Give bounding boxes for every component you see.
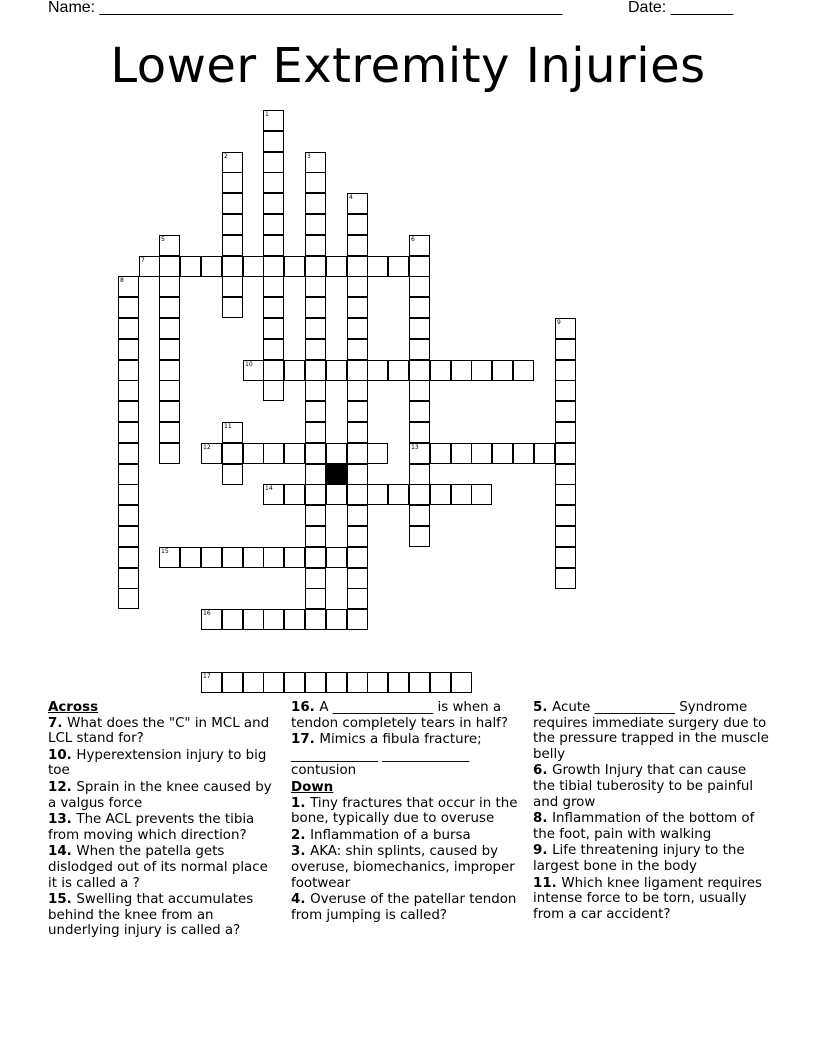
grid-cell[interactable] — [263, 360, 284, 381]
clue-item — [48, 812, 280, 843]
clue-number: 2. — [291, 827, 311, 843]
clue-item — [48, 748, 280, 779]
grid-cell[interactable] — [409, 464, 430, 485]
grid-cell[interactable] — [430, 443, 451, 464]
grid-cell[interactable] — [305, 276, 326, 297]
grid-cell[interactable] — [555, 484, 576, 505]
grid-cell[interactable] — [347, 276, 368, 297]
clue-item — [291, 700, 523, 731]
clue-number-label: 1 — [265, 111, 269, 118]
clue-number-label: 17 — [203, 673, 211, 680]
grid-cell[interactable] — [305, 256, 326, 277]
grid-cell[interactable] — [118, 318, 139, 339]
grid-cell[interactable] — [347, 443, 368, 464]
clue-item — [48, 780, 280, 811]
grid-cell[interactable] — [118, 526, 139, 547]
grid-cell[interactable] — [159, 235, 180, 256]
grid-cell[interactable] — [222, 547, 243, 568]
grid-cell[interactable] — [263, 256, 284, 277]
clue-number-label: 6 — [411, 236, 415, 243]
clue-item — [291, 796, 523, 827]
grid-cell[interactable] — [222, 235, 243, 256]
grid-cell[interactable] — [263, 110, 284, 131]
grid-cell[interactable] — [555, 360, 576, 381]
clue-number-label: 5 — [161, 236, 165, 243]
clue-number: 7. — [48, 715, 68, 731]
grid-cell[interactable] — [263, 152, 284, 173]
clue-number: 9. — [533, 843, 553, 859]
grid-cell[interactable] — [305, 568, 326, 589]
grid-cell[interactable] — [305, 526, 326, 547]
grid-cell[interactable] — [159, 276, 180, 297]
clue-text: Overuse of the patellar tendon from jumping is called? — [291, 892, 521, 923]
grid-cell[interactable] — [451, 443, 472, 464]
grid-cell[interactable] — [555, 422, 576, 443]
grid-cell[interactable] — [201, 256, 222, 277]
grid-cell[interactable] — [263, 297, 284, 318]
grid-cell[interactable] — [555, 339, 576, 360]
grid-cell[interactable] — [347, 547, 368, 568]
clue-text: Mimics a fibula fracture; _____________ _____________ contusion — [291, 732, 486, 779]
grid-cell[interactable] — [367, 256, 388, 277]
grid-cell[interactable] — [118, 360, 139, 381]
grid-cell[interactable] — [388, 360, 409, 381]
grid-cell[interactable] — [471, 360, 492, 381]
grid-cell[interactable] — [347, 256, 368, 277]
clue-item — [533, 843, 771, 874]
grid-cell[interactable] — [409, 339, 430, 360]
clue-number: 1. — [291, 795, 311, 811]
date-field-label[interactable]: Date: _______ — [628, 0, 733, 16]
grid-cell[interactable] — [159, 339, 180, 360]
clue-item — [533, 763, 771, 810]
grid-cell[interactable] — [451, 360, 472, 381]
grid-cell[interactable] — [263, 214, 284, 235]
grid-cell[interactable] — [555, 568, 576, 589]
grid-cell[interactable] — [347, 588, 368, 609]
page-title: Lower Extremity Injuries — [110, 38, 706, 94]
grid-cell[interactable] — [284, 672, 305, 693]
grid-cell[interactable] — [347, 235, 368, 256]
grid-cell[interactable] — [347, 484, 368, 505]
clue-text: Which knee ligament requires intense force to be torn, usually from a car accident? — [533, 875, 767, 922]
grid-cell[interactable] — [388, 256, 409, 277]
grid-cell[interactable] — [367, 672, 388, 693]
grid-cell[interactable] — [118, 339, 139, 360]
grid-cell[interactable] — [284, 547, 305, 568]
grid-cell[interactable] — [555, 380, 576, 401]
clues-column-3 — [533, 700, 774, 923]
clue-number-label: 15 — [161, 548, 169, 555]
grid-cell[interactable] — [347, 401, 368, 422]
grid-cell[interactable] — [305, 422, 326, 443]
grid-cell[interactable] — [409, 422, 430, 443]
grid-cell[interactable] — [222, 422, 243, 443]
clue-number-label: 7 — [141, 257, 145, 264]
grid-cell[interactable] — [201, 443, 222, 464]
grid-cell[interactable] — [222, 152, 243, 173]
grid-cell[interactable] — [180, 547, 201, 568]
grid-cell[interactable] — [118, 276, 139, 297]
clue-text: When the patella gets dislodged out of its normal place it is called a ? — [48, 844, 273, 891]
clue-item — [291, 844, 523, 891]
grid-cell[interactable] — [118, 380, 139, 401]
clue-item — [533, 876, 771, 923]
grid-cell[interactable] — [471, 443, 492, 464]
clue-number: 5. — [533, 700, 553, 715]
grid-cell[interactable] — [201, 672, 222, 693]
clue-text: Life threatening injury to the largest bone in the body — [533, 843, 749, 874]
grid-cell[interactable] — [326, 443, 347, 464]
clue-text: Inflammation of a bursa — [310, 827, 471, 843]
clue-text: The ACL prevents the tibia from moving which direction? — [48, 812, 259, 843]
grid-cell[interactable] — [159, 360, 180, 381]
grid-cell[interactable] — [326, 547, 347, 568]
grid-cell[interactable] — [222, 464, 243, 485]
grid-cell[interactable] — [305, 297, 326, 318]
clue-text: A _______________ is when a tendon completely tears in half? — [291, 700, 508, 731]
grid-cell[interactable] — [305, 172, 326, 193]
grid-cell[interactable] — [367, 443, 388, 464]
grid-cell[interactable] — [347, 318, 368, 339]
grid-cell[interactable] — [347, 609, 368, 630]
grid-cell[interactable] — [305, 547, 326, 568]
grid-cell[interactable] — [118, 422, 139, 443]
grid-cell[interactable] — [263, 672, 284, 693]
clues-column-2 — [291, 700, 523, 924]
grid-cell[interactable] — [326, 484, 347, 505]
grid-cell[interactable] — [118, 484, 139, 505]
grid-cell[interactable] — [263, 339, 284, 360]
grid-cell[interactable] — [534, 443, 555, 464]
grid-cell[interactable] — [555, 505, 576, 526]
grid-cell[interactable] — [409, 380, 430, 401]
grid-cell[interactable] — [305, 588, 326, 609]
grid-cell[interactable] — [284, 609, 305, 630]
grid-cell[interactable] — [284, 443, 305, 464]
grid-cell[interactable] — [305, 152, 326, 173]
grid-cell[interactable] — [409, 672, 430, 693]
grid-cell[interactable] — [367, 360, 388, 381]
grid-cell[interactable] — [430, 484, 451, 505]
grid-cell[interactable] — [347, 297, 368, 318]
clue-number: 17. — [291, 732, 320, 748]
grid-cell[interactable] — [263, 131, 284, 152]
clue-item — [48, 844, 280, 891]
grid-cell[interactable] — [326, 360, 347, 381]
clue-text: Tiny fractures that occur in the bone, typically due to overuse — [291, 795, 522, 827]
grid-cell[interactable] — [159, 318, 180, 339]
grid-cell[interactable] — [222, 276, 243, 297]
grid-cell[interactable] — [305, 464, 326, 485]
grid-cell[interactable] — [118, 443, 139, 464]
grid-cell[interactable] — [388, 484, 409, 505]
clue-item — [533, 700, 774, 762]
grid-cell[interactable] — [409, 297, 430, 318]
grid-cell[interactable] — [222, 297, 243, 318]
clue-number: 10. — [48, 747, 77, 763]
grid-cell[interactable] — [347, 339, 368, 360]
clue-number-label: 11 — [224, 423, 232, 430]
grid-cell[interactable] — [347, 193, 368, 214]
grid-cell[interactable] — [513, 443, 534, 464]
grid-cell[interactable] — [118, 547, 139, 568]
grid-cell[interactable] — [451, 672, 472, 693]
grid-cell[interactable] — [305, 484, 326, 505]
grid-cell[interactable] — [305, 609, 326, 630]
clue-text: Inflammation of the bottom of the foot, pain with walking — [533, 811, 759, 842]
clue-number-label: 4 — [349, 194, 353, 201]
grid-cell[interactable] — [201, 609, 222, 630]
clue-number: 16. — [291, 700, 320, 715]
clue-text: Hyperextension injury to big toe — [48, 747, 271, 779]
grid-cell[interactable] — [347, 526, 368, 547]
grid-cell[interactable] — [492, 360, 513, 381]
clue-section-heading: Across — [48, 700, 99, 715]
grid-cell[interactable] — [555, 318, 576, 339]
grid-cell[interactable] — [305, 360, 326, 381]
grid-cell[interactable] — [159, 443, 180, 464]
clue-item — [48, 892, 280, 939]
grid-cell[interactable] — [555, 401, 576, 422]
grid-cell[interactable] — [305, 214, 326, 235]
grid-cell[interactable] — [409, 276, 430, 297]
grid-cell[interactable] — [409, 401, 430, 422]
grid-cell[interactable] — [243, 360, 264, 381]
grid-cell[interactable] — [409, 360, 430, 381]
clue-number: 11. — [533, 875, 562, 891]
clue-item — [291, 828, 523, 844]
grid-cell[interactable] — [492, 443, 513, 464]
clue-text: AKA: shin splints, caused by overuse, biomechanics, improper footwear — [291, 844, 520, 891]
clue-text: Swelling that accumulates behind the knee from an underlying injury is called a? — [48, 892, 258, 939]
clue-number: 3. — [291, 844, 311, 860]
clue-number: 8. — [533, 811, 553, 827]
clue-item — [48, 716, 280, 747]
clues-column-1 — [48, 700, 280, 940]
grid-cell[interactable] — [263, 380, 284, 401]
grid-cell[interactable] — [222, 172, 243, 193]
clue-number-label: 14 — [265, 485, 273, 492]
clue-item — [291, 732, 523, 779]
grid-cell[interactable] — [347, 422, 368, 443]
clue-number: 14. — [48, 844, 77, 860]
grid-cell[interactable] — [555, 464, 576, 485]
grid-cell[interactable] — [305, 443, 326, 464]
grid-cell[interactable] — [388, 672, 409, 693]
grid-cell[interactable] — [471, 484, 492, 505]
grid-cell[interactable] — [243, 672, 264, 693]
grid-cell[interactable] — [326, 672, 347, 693]
grid-cell[interactable] — [263, 276, 284, 297]
grid-cell[interactable] — [139, 256, 160, 277]
grid-cell[interactable] — [347, 464, 368, 485]
clue-number: 13. — [48, 812, 77, 828]
clue-text: What does the "C" in MCL and LCL stand for? — [48, 715, 274, 747]
grid-cell[interactable] — [409, 505, 430, 526]
grid-cell[interactable] — [222, 214, 243, 235]
clue-item — [533, 811, 771, 842]
clue-number: 4. — [291, 892, 311, 908]
grid-cell[interactable] — [118, 401, 139, 422]
grid-cell[interactable] — [222, 256, 243, 277]
grid-cell[interactable] — [305, 318, 326, 339]
grid-cell[interactable] — [159, 380, 180, 401]
clue-number: 12. — [48, 779, 77, 795]
clue-number-label: 3 — [307, 153, 311, 160]
grid-cell[interactable] — [367, 484, 388, 505]
grid-cell[interactable] — [555, 443, 576, 464]
grid-cell[interactable] — [118, 464, 139, 485]
grid-cell[interactable] — [305, 193, 326, 214]
grid-cell[interactable] — [263, 318, 284, 339]
grid-cell[interactable] — [118, 297, 139, 318]
grid-cell[interactable] — [409, 443, 430, 464]
clue-text: Sprain in the knee caused by a valgus force — [48, 779, 276, 811]
grid-cell[interactable] — [201, 547, 222, 568]
grid-cell[interactable] — [159, 297, 180, 318]
grid-cell[interactable] — [347, 568, 368, 589]
grid-cell[interactable] — [243, 443, 264, 464]
grid-cell[interactable] — [513, 360, 534, 381]
clue-number-label: 12 — [203, 444, 211, 451]
grid-cell[interactable] — [430, 672, 451, 693]
grid-cell[interactable] — [305, 401, 326, 422]
grid-cell[interactable] — [118, 505, 139, 526]
grid-cell[interactable] — [305, 235, 326, 256]
grid-cell[interactable] — [347, 214, 368, 235]
grid-cell[interactable] — [263, 193, 284, 214]
grid-cell[interactable] — [263, 443, 284, 464]
grid-cell[interactable] — [409, 256, 430, 277]
name-field-label[interactable]: Name: ____________________________________________________ — [48, 0, 563, 16]
grid-cell[interactable] — [284, 484, 305, 505]
header — [48, 0, 768, 20]
clue-item — [291, 892, 523, 923]
grid-cell[interactable] — [222, 443, 243, 464]
grid-cell[interactable] — [347, 360, 368, 381]
grid-cell[interactable] — [284, 256, 305, 277]
grid-cell[interactable] — [118, 588, 139, 609]
clue-number-label: 10 — [245, 361, 253, 368]
grid-cell[interactable] — [305, 672, 326, 693]
grid-cell[interactable] — [305, 380, 326, 401]
grid-cell[interactable] — [305, 505, 326, 526]
grid-cell[interactable] — [159, 422, 180, 443]
clue-number-label: 8 — [120, 277, 124, 284]
grid-cell[interactable] — [243, 547, 264, 568]
grid-cell[interactable] — [222, 609, 243, 630]
grid-cell[interactable] — [430, 360, 451, 381]
grid-cell[interactable] — [118, 568, 139, 589]
grid-cell[interactable] — [263, 172, 284, 193]
clue-number-label: 16 — [203, 610, 211, 617]
grid-cell[interactable] — [305, 339, 326, 360]
grid-cell[interactable] — [451, 484, 472, 505]
clue-text: Growth Injury that can cause the tibial tuberosity to be painful and grow — [533, 763, 758, 810]
grid-cell[interactable] — [555, 547, 576, 568]
grid-cell[interactable] — [222, 193, 243, 214]
grid-cell[interactable] — [263, 609, 284, 630]
grid-cell[interactable] — [243, 256, 264, 277]
grid-cell[interactable] — [263, 484, 284, 505]
clue-number-label: 13 — [411, 444, 419, 451]
grid-cell[interactable] — [409, 484, 430, 505]
grid-cell[interactable] — [263, 547, 284, 568]
grid-cell[interactable] — [180, 256, 201, 277]
grid-cell[interactable] — [243, 609, 264, 630]
grid-cell[interactable] — [159, 401, 180, 422]
grid-cell[interactable] — [347, 380, 368, 401]
grid-cell[interactable] — [347, 505, 368, 526]
grid-cell[interactable] — [159, 547, 180, 568]
grid-cell[interactable] — [347, 672, 368, 693]
grid-cell[interactable] — [326, 609, 347, 630]
grid-cell[interactable] — [409, 526, 430, 547]
grid-cell[interactable] — [222, 672, 243, 693]
clue-section-heading: Down — [291, 779, 334, 795]
grid-cell[interactable] — [284, 360, 305, 381]
clue-number: 6. — [533, 763, 553, 779]
clue-number: 15. — [48, 892, 77, 908]
clue-number-label: 9 — [557, 319, 561, 326]
clue-text: Acute ____________ Syndrome requires immediate surgery due to the pressure trapped in the muscle belly — [533, 700, 774, 762]
grid-cell[interactable] — [409, 235, 430, 256]
grid-cell[interactable] — [326, 256, 347, 277]
grid-cell[interactable] — [555, 526, 576, 547]
grid-cell[interactable] — [263, 235, 284, 256]
black-square — [326, 464, 347, 485]
grid-cell[interactable] — [409, 318, 430, 339]
clue-number-label: 2 — [224, 153, 228, 160]
grid-cell[interactable] — [159, 256, 180, 277]
